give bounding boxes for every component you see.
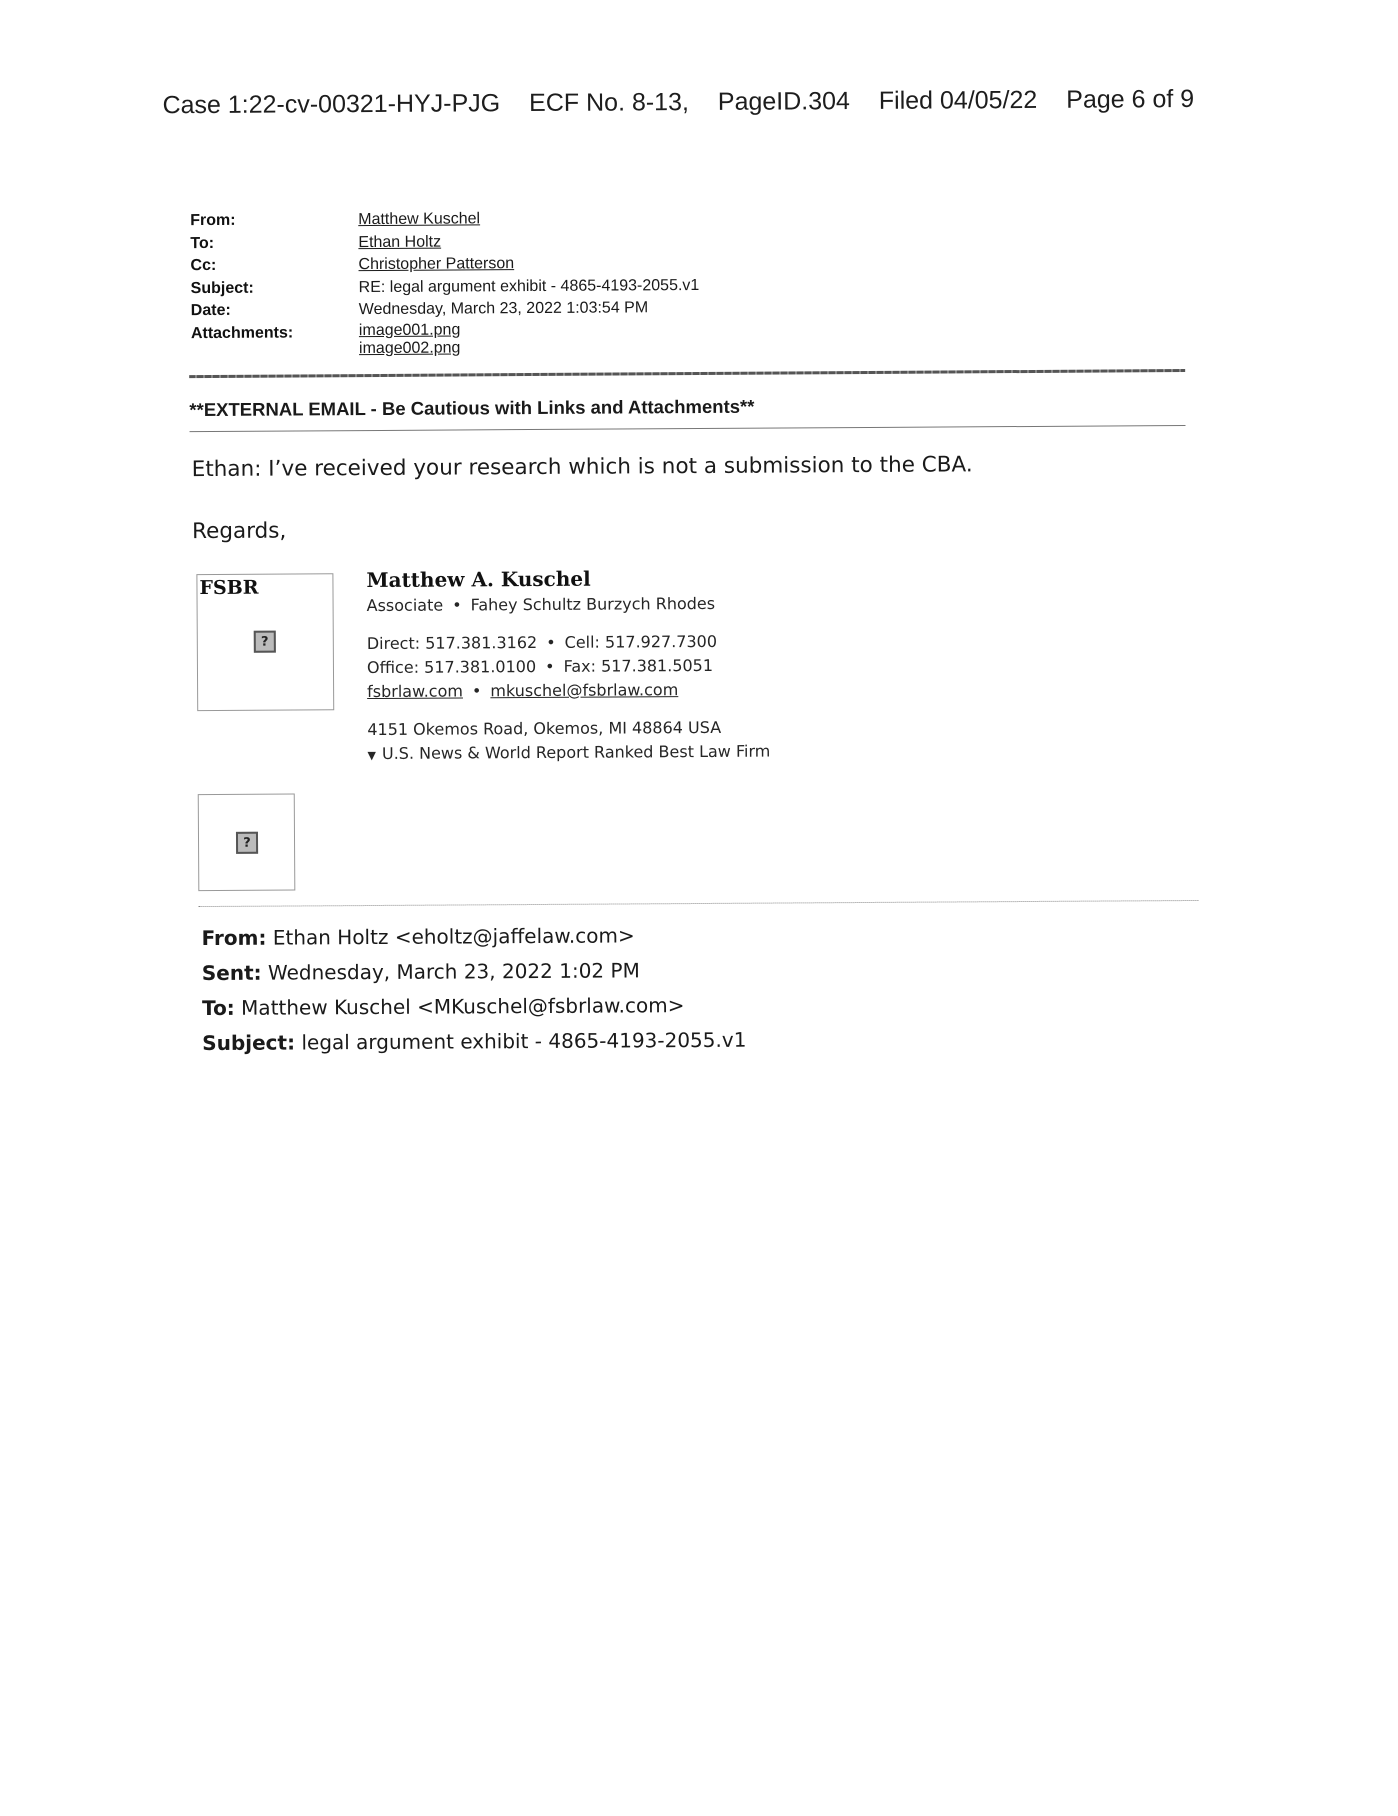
email-from-row	[190, 207, 699, 233]
email-date-label: Date:	[190, 301, 231, 320]
signature-cell: Cell: 517.927.7300	[564, 631, 718, 652]
header-divider	[189, 369, 1185, 378]
forwarded-to-value: Matthew Kuschel <MKuschel@fsbrlaw.com>	[241, 993, 685, 1020]
fsbr-logo-image	[196, 573, 334, 711]
signature-phone-line	[367, 630, 770, 656]
email-cc-label: Cc:	[190, 256, 217, 275]
email-closing: Regards,	[192, 518, 287, 545]
email-subject-row	[191, 275, 700, 301]
forwarded-sent-label: Sent:	[201, 960, 262, 986]
external-email-warning: **EXTERNAL EMAIL - Be Cautious with Links and Attachments**	[189, 395, 755, 421]
case-number: Case 1:22-cv-00321-HYJ-PJG	[162, 89, 501, 120]
attachment-link[interactable]: image002.png	[358, 338, 461, 357]
email-to-row	[190, 230, 699, 256]
attachment-list	[359, 321, 461, 358]
page-id: PageID.304	[717, 87, 850, 116]
email-from-label: From:	[190, 211, 236, 230]
bullet-separator: •	[471, 681, 482, 701]
signature-award: U.S. News & World Report Ranked Best Law Firm	[381, 741, 771, 763]
filed-date: Filed 04/05/22	[878, 85, 1038, 115]
broken-image-icon: ?	[236, 832, 258, 854]
page-number: Page 6 of 9	[1066, 84, 1195, 114]
forwarded-to-row	[202, 988, 746, 1026]
signature-name: Matthew A. Kuschel	[366, 566, 591, 593]
signature-firm: Fahey Schultz Burzych Rhodes	[470, 593, 716, 615]
award-icon: ▼	[367, 748, 377, 763]
signature-title-line	[367, 592, 770, 618]
email-attachments-label: Attachments:	[190, 323, 294, 342]
signature-office-line	[367, 654, 770, 680]
bullet-separator: •	[452, 595, 462, 615]
email-body-line: Ethan: I’ve received your research which is not a submission to the CBA.	[191, 452, 973, 483]
signature-banner-image	[198, 793, 296, 891]
forwarded-sent-row	[202, 953, 746, 991]
email-date-value: Wednesday, March 23, 2022 1:03:54 PM	[358, 299, 649, 319]
ecf-number: ECF No. 8-13,	[529, 88, 689, 118]
ecf-header	[162, 85, 1216, 120]
email-to-label: To:	[190, 234, 215, 252]
email-date-row	[191, 297, 700, 323]
forwarded-from-row	[202, 918, 746, 956]
signature-award-line	[367, 740, 770, 768]
forwarded-from-value: Ethan Holtz <eholtz@jaffelaw.com>	[272, 923, 635, 950]
warning-divider	[190, 425, 1186, 432]
email-attachments-row	[191, 319, 700, 358]
broken-image-icon: ?	[254, 631, 276, 653]
forwarded-subject-row	[202, 1023, 746, 1061]
bullet-separator: •	[545, 656, 555, 676]
signature-block	[366, 566, 770, 768]
email-subject-label: Subject:	[190, 279, 254, 297]
fsbr-logo-text: FSBR	[199, 576, 259, 600]
email-subject-value: RE: legal argument exhibit - 4865-4193-2055.v1	[358, 276, 700, 296]
forwarded-sent-value: Wednesday, March 23, 2022 1:02 PM	[267, 958, 640, 985]
signature-address: 4151 Okemos Road, Okemos, MI 48864 USA	[367, 717, 722, 740]
email-cc-value[interactable]: Christopher Patterson	[358, 255, 515, 274]
website-link[interactable]: fsbrlaw.com	[367, 681, 463, 702]
forwarded-subject-value: legal argument exhibit - 4865-4193-2055.v1	[301, 1027, 747, 1055]
signature-links-line	[367, 678, 770, 704]
email-from-value[interactable]: Matthew Kuschel	[358, 210, 481, 229]
signature-title: Associate	[366, 595, 444, 616]
forwarded-to-label: To:	[201, 995, 235, 1021]
forwarded-header	[202, 918, 747, 1061]
email-to-value[interactable]: Ethan Holtz	[358, 233, 442, 251]
attachment-link[interactable]: image001.png	[358, 320, 461, 339]
signature-office: Office: 517.381.0100	[366, 657, 537, 678]
email-cc-row	[190, 252, 699, 278]
forward-divider	[198, 900, 1198, 907]
email-link[interactable]: mkuschel@fsbrlaw.com	[490, 680, 679, 701]
signature-direct: Direct: 517.381.3162	[366, 632, 538, 654]
forwarded-from-label: From:	[201, 925, 267, 951]
forwarded-subject-label: Subject:	[202, 1030, 296, 1056]
signature-fax: Fax: 517.381.5051	[563, 655, 714, 676]
bullet-separator: •	[546, 632, 556, 652]
email-header	[190, 207, 700, 359]
